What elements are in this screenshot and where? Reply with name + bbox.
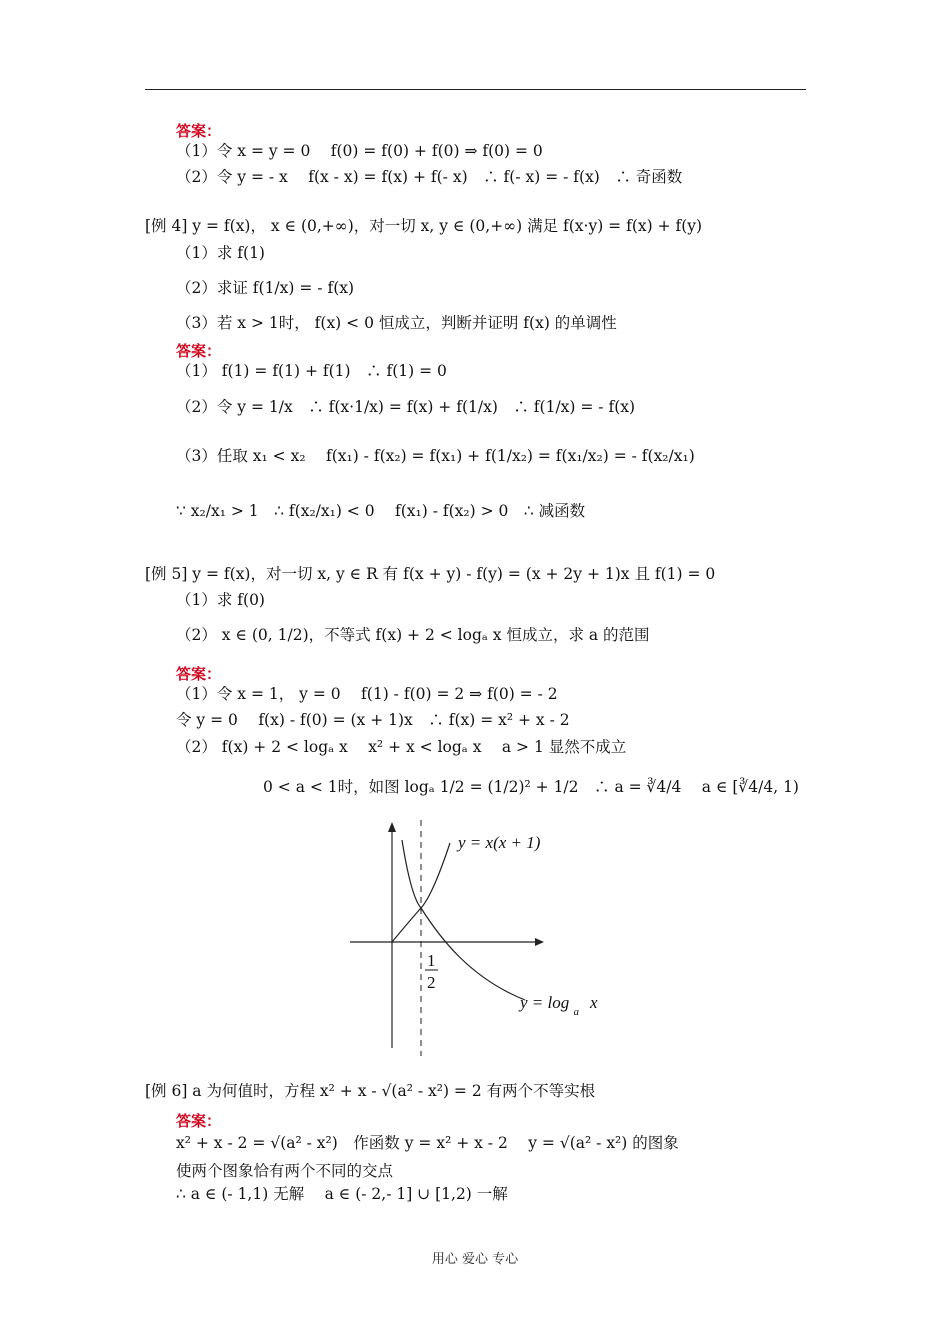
text-line: （2）令 y = - x f(x - x) = f(x) + f(- x) ∴ f(- x) = - f(x) ∴ 奇函数 bbox=[176, 168, 683, 186]
text-line: （1） f(1) = f(1) + f(1) ∴ f(1) = 0 bbox=[176, 362, 447, 380]
text-line: （3）若 x > 1时， f(x) < 0 恒成立，判断并证明 f(x) 的单调性 bbox=[176, 314, 617, 332]
text-line: [例 6] a 为何值时，方程 x² + x - √(a² - x²) = 2 有两个不等实根 bbox=[145, 1082, 596, 1100]
page-footer: 用心 爱心 专心 bbox=[431, 1252, 519, 1267]
text-line: （2） f(x) + 2 < logₐ x x² + x < logₐ x a > 1 显然不成立 bbox=[176, 738, 627, 756]
text-line: （2） x ∈ (0, 1/2)，不等式 f(x) + 2 < logₐ x 恒成立，求 a 的范围 bbox=[176, 626, 650, 644]
header-rule bbox=[145, 89, 806, 90]
text-line: （1）令 x = 1， y = 0 f(1) - f(0) = 2 ⇒ f(0) = - 2 bbox=[176, 685, 558, 703]
text-line: （3）任取 x₁ < x₂ f(x₁) - f(x₂) = f(x₁) + f(1/x₂) = f(x₁/x₂) = - f(x₂/x₁) bbox=[176, 447, 695, 465]
answer-label: 答案： bbox=[176, 122, 222, 140]
text-line: x² + x - 2 = √(a² - x²) 作函数 y = x² + x - 2 y = √(a² - x²) 的图象 bbox=[176, 1134, 679, 1152]
answer-label: 答案： bbox=[176, 342, 222, 360]
text-line: 0 < a < 1时，如图 logₐ 1/2 = (1/2)² + 1/2 ∴ a = ∛4/4 a ∈ [∛4/4, 1) bbox=[263, 778, 799, 796]
text-line: ∵ x₂/x₁ > 1 ∴ f(x₂/x₁) < 0 f(x₁) - f(x₂) > 0 ∴ 减函数 bbox=[176, 502, 586, 520]
text-line: [例 5] y = f(x)，对一切 x, y ∈ R 有 f(x + y) - f(y) = (x + 2y + 1)x 且 f(1) = 0 bbox=[145, 565, 716, 583]
log-curve bbox=[402, 840, 525, 1000]
text-line: （1）求 f(1) bbox=[176, 244, 265, 262]
function-graph bbox=[340, 818, 598, 1058]
text-line: （1）求 f(0) bbox=[176, 591, 265, 609]
log-label-sub: a bbox=[573, 1006, 579, 1018]
text-line: （2）求证 f(1/x) = - f(x) bbox=[176, 279, 355, 297]
x-axis-arrow bbox=[535, 938, 544, 946]
log-label: y = log bbox=[520, 993, 570, 1012]
answer-label: 答案： bbox=[176, 1112, 222, 1130]
text-line: （1）令 x = y = 0 f(0) = f(0) + f(0) ⇒ f(0) = 0 bbox=[176, 142, 543, 160]
y-axis-arrow bbox=[388, 822, 396, 832]
text-line: （2）令 y = 1/x ∴ f(x·1/x) = f(x) + f(1/x) ∴ f(1/x) = - f(x) bbox=[176, 398, 636, 416]
tick-numerator: 1 bbox=[427, 951, 436, 970]
tick-denominator: 2 bbox=[427, 973, 436, 992]
text-line: 使两个图象恰有两个不同的交点 bbox=[176, 1162, 394, 1180]
text-line: 令 y = 0 f(x) - f(0) = (x + 1)x ∴ f(x) = x² + x - 2 bbox=[176, 711, 570, 729]
text-line: [例 4] y = f(x)， x ∈ (0,+∞)，对一切 x, y ∈ (0,+∞) 满足 f(x·y) = f(x) + f(y) bbox=[145, 217, 703, 235]
answer-label: 答案： bbox=[176, 665, 222, 683]
log-label-x: x bbox=[590, 993, 598, 1012]
parabola-label: y = x(x + 1) bbox=[458, 833, 541, 852]
text-line: ∴ a ∈ (- 1,1) 无解 a ∈ (- 2,- 1] ∪ [1,2) 一解 bbox=[176, 1185, 508, 1203]
